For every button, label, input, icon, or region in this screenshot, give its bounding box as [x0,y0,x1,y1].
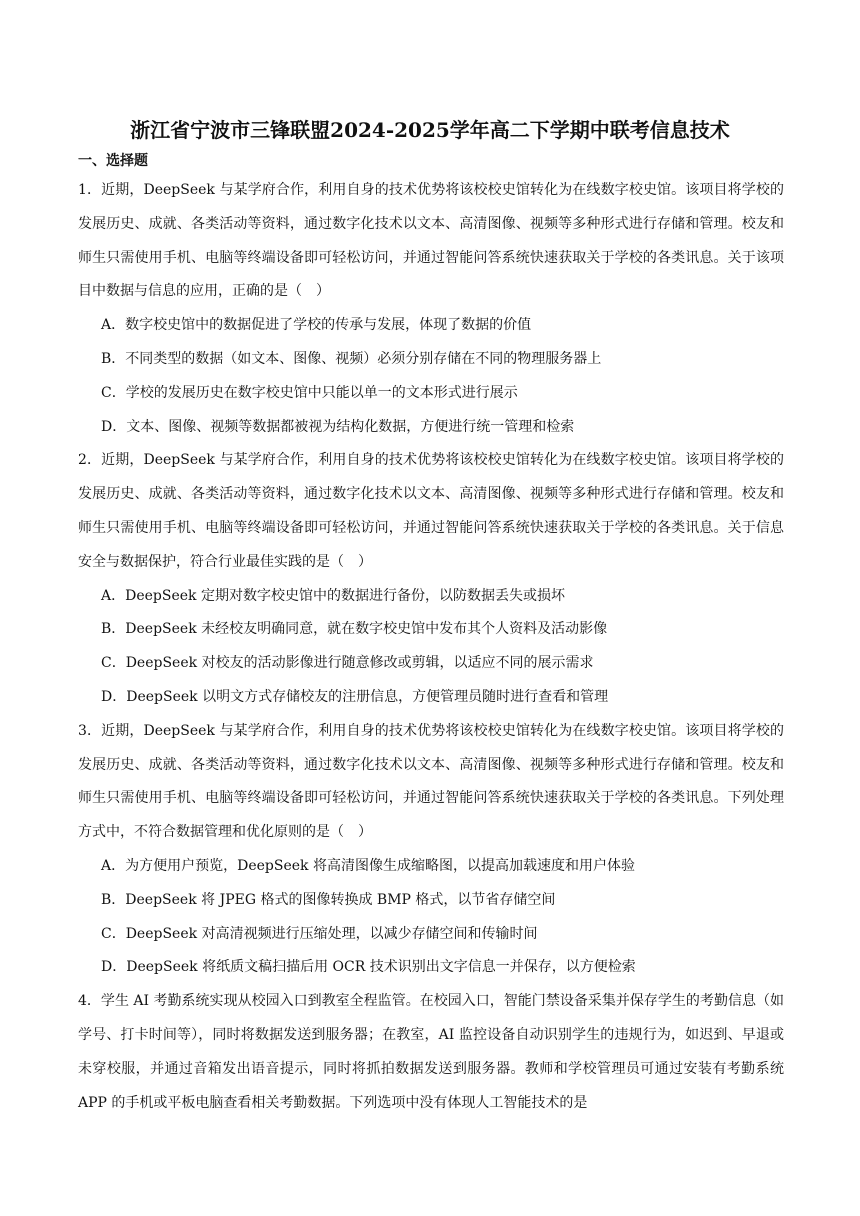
question-3 [78,715,784,985]
option-list [78,580,784,715]
page-title: 浙江省宁波市三锋联盟2024-2025学年高二下学期中联考信息技术 [130,118,730,142]
option-c: C．学校的发展历史在数字校史馆中只能以单一的文本形式进行展示 [101,384,518,401]
option-b: B．DeepSeek 未经校友明确同意，就在数字校史馆中发布其个人资料及活动影像 [101,621,608,638]
question-2 [78,444,784,714]
question-stem: 3．近期，DeepSeek 与某学府合作，利用自身的技术优势将该校校史馆转化为在线数字校史馆。该项目将学校的发展历史、成就、各类活动等资料，通过数字化技术以文本、高清图像、视频等多种形式进行存储和管理。校友和师生只需使用手机、电脑等终端设备即可轻松访问，并通过智能问答系统快速获取关于学校的各类讯息。下列处理方式中，不符合数据管理和优化原则的是（ ） [78,722,784,841]
option-a: A．DeepSeek 定期对数字校史馆中的数据进行备份，以防数据丢失或损坏 [101,587,565,604]
question-stem: 1．近期，DeepSeek 与某学府合作，利用自身的技术优势将该校校史馆转化为在线数字校史馆。该项目将学校的发展历史、成就、各类活动等资料，通过数字化技术以文本、高清图像、视频等多种形式进行存储和管理。校友和师生只需使用手机、电脑等终端设备即可轻松访问，并通过智能问答系统快速获取关于学校的各类讯息。关于该项目中数据与信息的应用，正确的是（ ） [78,182,784,300]
question-4 [78,985,784,1120]
question-list [78,174,784,1120]
question-stem: 4．学生 AI 考勤系统实现从校园入口到教室全程监管。在校园入口，智能门禁设备采集并保存学生的考勤信息（如学号、打卡时间等），同时将数据发送到服务器；在教室，AI 监控设备自动识别学生的违规行为，如迟到、早退或未穿校服，并通过音箱发出语音提示，同时将抓拍数据发送到服务器。教师和学校管理员可通过安装有考勤系统 APP 的手机或平板电脑查看相关考勤数据。下列选项中没有体现人工智能技术的是 [78,993,784,1111]
option-c: C．DeepSeek 对校友的活动影像进行随意修改或剪辑，以适应不同的展示需求 [101,655,594,672]
option-a: A．数字校史馆中的数据促进了学校的传承与发展，体现了数据的价值 [101,317,532,334]
option-d: D．DeepSeek 将纸质文稿扫描后用 OCR 技术识别出文字信息一并保存，以方便检索 [101,959,636,976]
option-d: D．DeepSeek 以明文方式存储校友的注册信息，方便管理员随时进行查看和管理 [101,688,609,705]
option-list [78,309,784,444]
option-d: D．文本、图像、视频等数据都被视为结构化数据，方便进行统一管理和检索 [101,418,575,435]
question-1 [78,174,784,444]
option-b: B．DeepSeek 将 JPEG 格式的图像转换成 BMP 格式，以节省存储空间 [101,891,556,908]
option-c: C．DeepSeek 对高清视频进行压缩处理，以减少存储空间和传输时间 [101,925,538,942]
option-b: B．不同类型的数据（如文本、图像、视频）必须分别存储在不同的物理服务器上 [101,350,602,367]
option-a: A．为方便用户预览，DeepSeek 将高清图像生成缩略图，以提高加载速度和用户体验 [101,857,635,874]
section-heading: 一、选择题 [78,153,148,169]
question-stem: 2．近期，DeepSeek 与某学府合作，利用自身的技术优势将该校校史馆转化为在线数字校史馆。该项目将学校的发展历史、成就、各类活动等资料，通过数字化技术以文本、高清图像、视频等多种形式进行存储和管理。校友和师生只需使用手机、电脑等终端设备即可轻松访问，并通过智能问答系统快速获取关于学校的各类讯息。关于信息安全与数据保护，符合行业最佳实践的是（ ） [78,452,784,570]
option-list [78,850,784,985]
